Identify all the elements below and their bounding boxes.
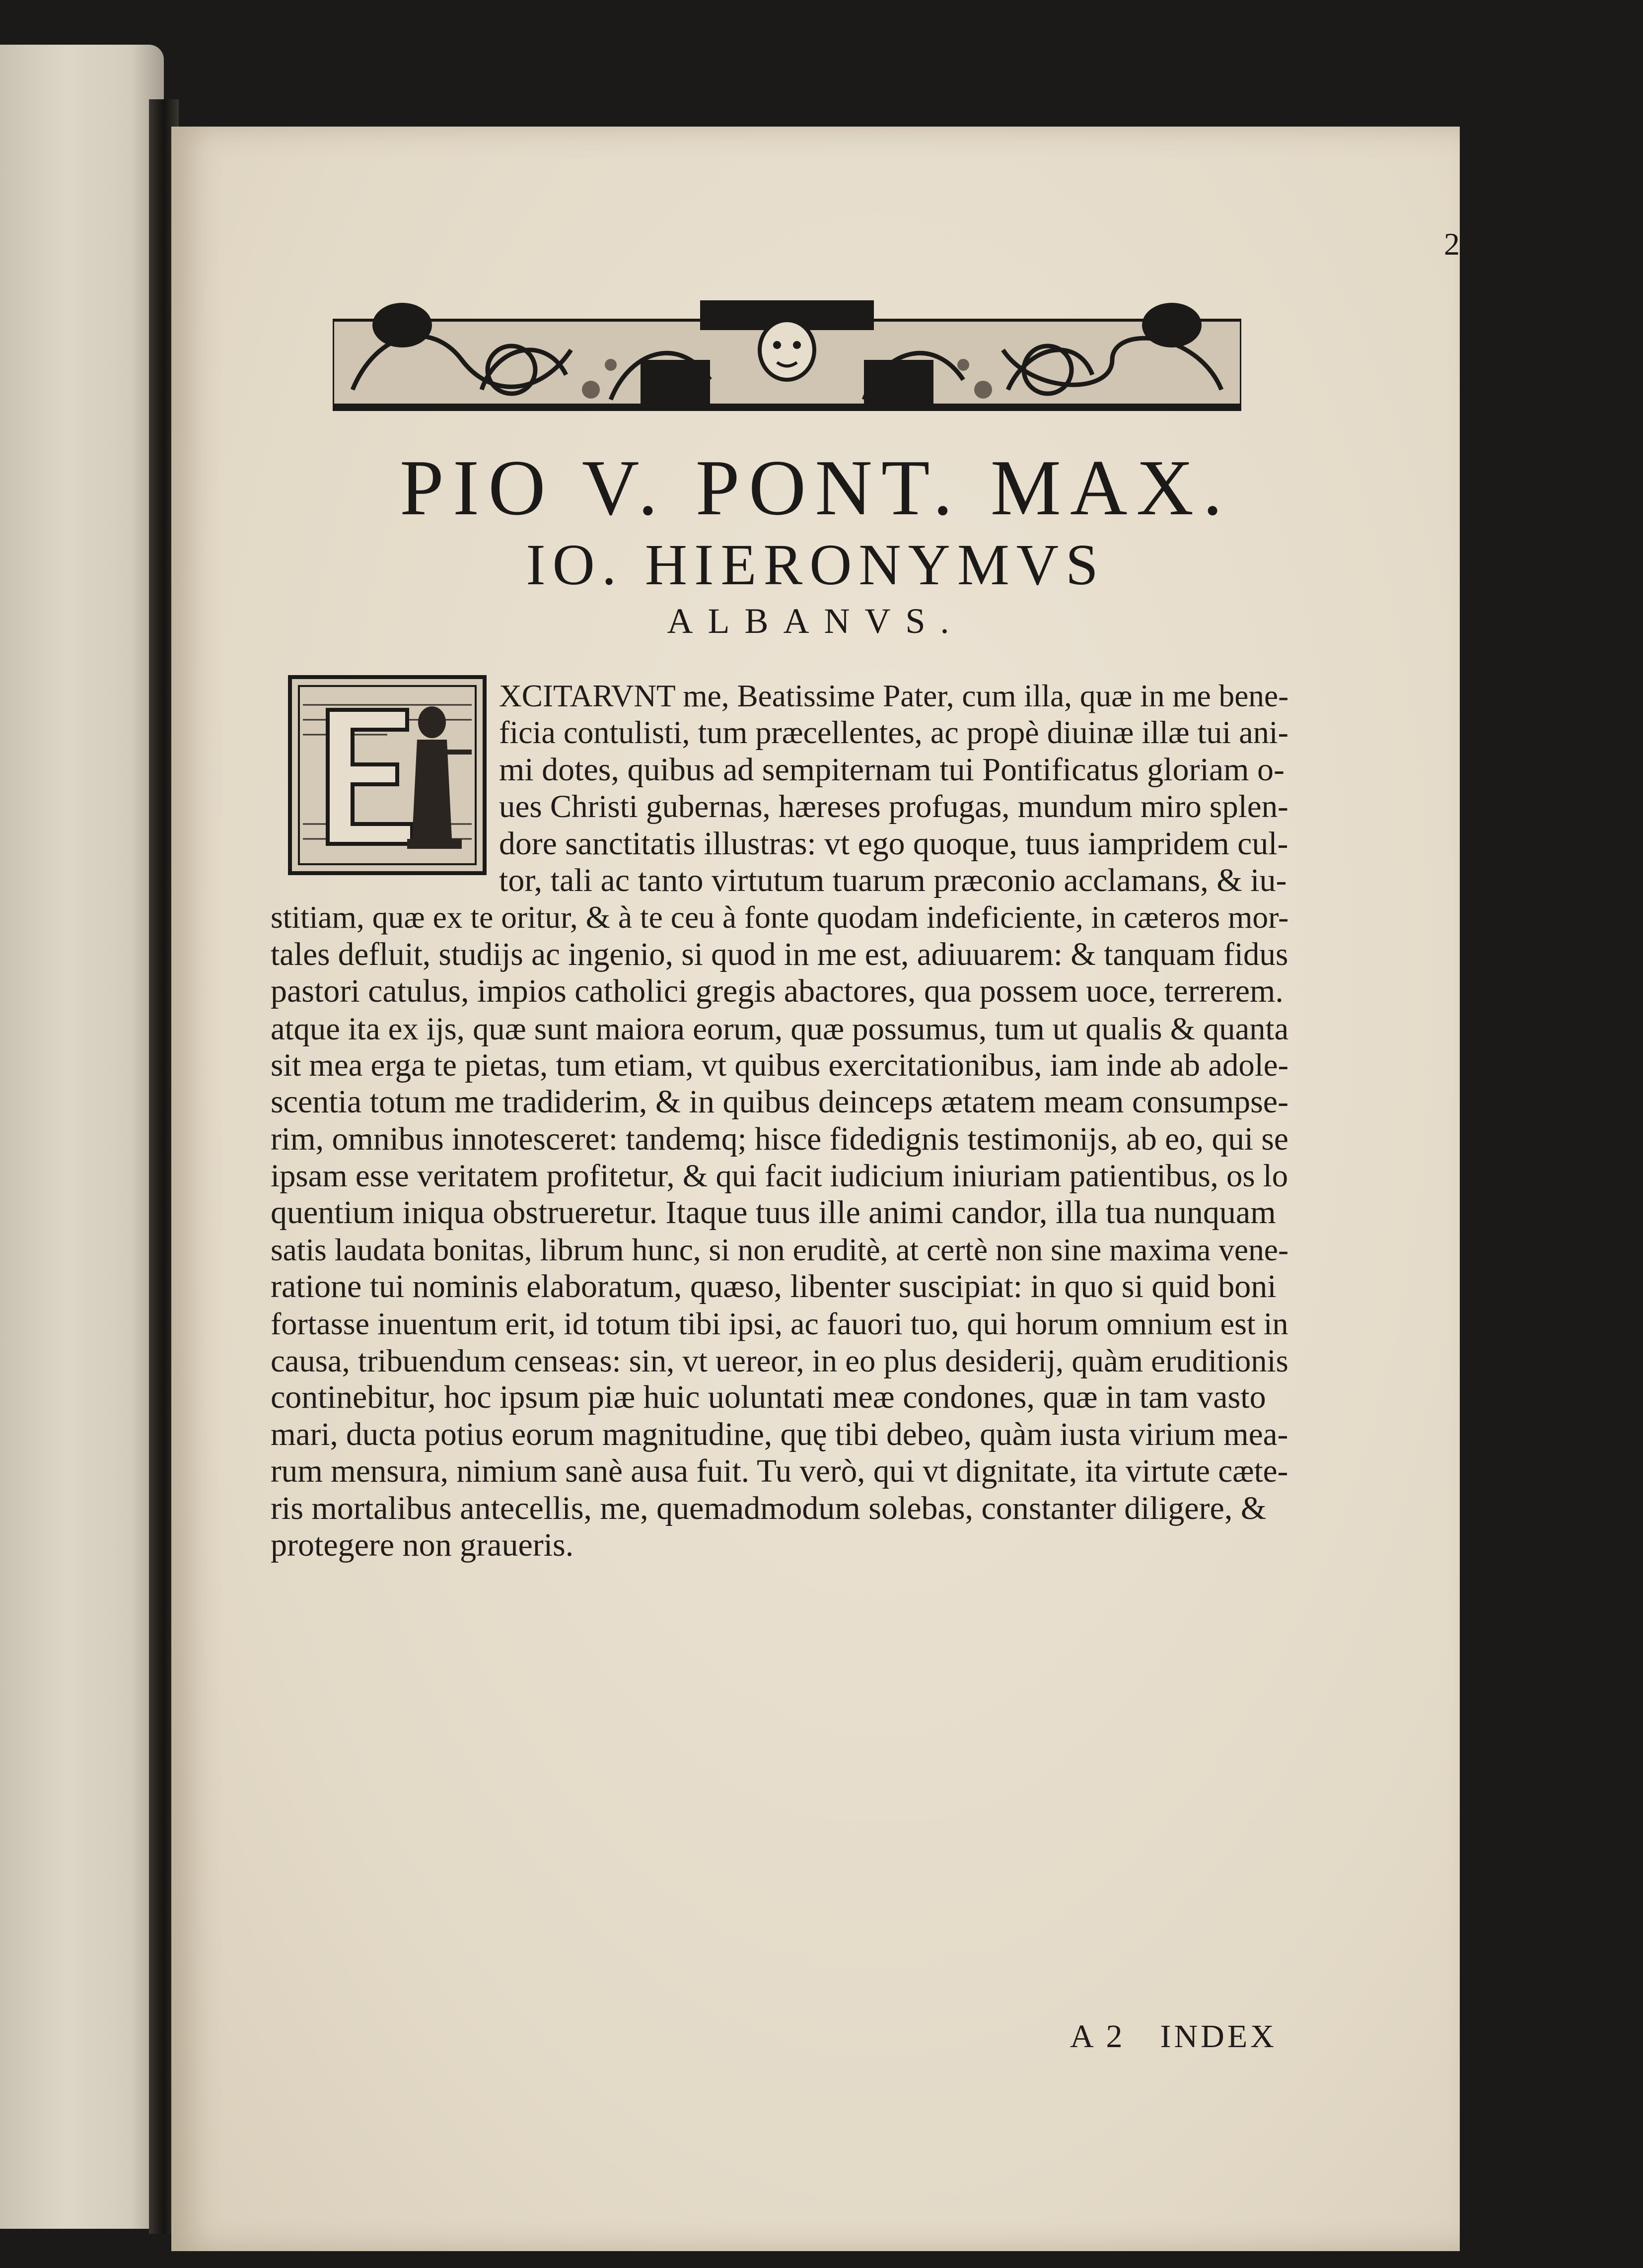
text-line: stitiam, quæ ex te oritur, & à te ceu à fonte quodam indeficiente, in cæteros mor- [271,899,1289,935]
text-line: tor, tali ac tanto virtutum tuarum præconio acclamans, & iu- [499,862,1287,898]
dedication-body [271,678,1288,1564]
text-line: ficia contulisti, tum præcellentes, ac propè diuinæ illæ tui ani- [499,715,1288,751]
book-page [171,127,1460,2251]
text-line: protegere non graueris. [271,1526,574,1563]
text-line: tales defluit, studijs ac ingenio, si quod in me est, adiuuarem: & tanquam fidus [271,936,1288,972]
text-line: atque ita ex ijs, quæ sunt maiora eorum, quæ possumus, tum ut qualis & quanta [271,1010,1289,1046]
text-line: ipsam esse veritatem profitetur, & qui facit iudicium iniuriam patientibus, os lo [271,1158,1288,1194]
text-line: rim, omnibus innotesceret: tandemq; hisce fidedignis testimonijs, ab eo, qui se [271,1121,1288,1157]
text-line: mi dotes, quibus ad sempiternam tui Pontificatus gloriam o- [499,751,1285,788]
text-line: dore sanctitatis illustras: vt ego quoque, tuus iampridem cul- [499,825,1288,862]
page-footer [1070,2018,1277,2056]
author-name: IO. HIERONYMVS [526,532,1105,597]
text-line: sit mea erga te pietas, tum etiam, vt quibus exercitationibus, iam inde ab adole- [271,1047,1289,1083]
text-line: mari, ducta potius eorum magnitudine, quę tibi debeo, quàm iusta virium mea- [271,1416,1288,1452]
previous-page-edge [0,45,164,2229]
text-line: causa, tribuendum censeas: sin, vt uereor, in eo plus desiderij, quàm eruditionis [271,1343,1288,1379]
catchword: INDEX [1160,2018,1277,2055]
signature-mark: A 2 [1070,2018,1126,2055]
dedication-title: PIO V. PONT. MAX. [399,443,1232,532]
page-number: 2 [1444,226,1460,262]
text-line: pastori catulus, impios catholici gregis abactores, qua possem uoce, terrerem. [271,973,1284,1010]
text-line: satis laudata bonitas, librum hunc, si non eruditè, at certè non sine maxima vene- [271,1232,1289,1267]
text-line: rum mensura, nimium sanè ausa fuit. Tu verò, qui vt dignitate, ita virtute cæte- [271,1453,1288,1490]
text-line: ues Christi gubernas, hæreses profugas, mundum miro splen- [499,789,1288,825]
author-surname: ALBANVS. [667,601,964,641]
text-line: ris mortalibus antecellis, me, quemadmodum solebas, constanter diligere, & [271,1490,1267,1526]
headpiece-ornament [333,290,1241,419]
text-line: scentia totum me tradiderim, & in quibus deinceps ætatem meam consumpse- [271,1084,1289,1120]
text-line: ratione tui nominis elaboratum, quæso, libenter suscipiat: in quo si quid boni [271,1268,1277,1305]
text-line: XCITARVNT me, Beatissime Pater, cum illa, quæ in me bene- [499,679,1289,713]
text-line: continebitur, hoc ipsum piæ huic uoluntati meæ condones, quæ in tam vasto [271,1379,1266,1416]
text-line: fortasse inuentum erit, id totum tibi ipsi, ac fauori tuo, qui horum omnium est in [271,1306,1288,1341]
text-line: quentium iniqua obstrueretur. Itaque tuus ille animi candor, illa tua nunquam [271,1194,1276,1231]
